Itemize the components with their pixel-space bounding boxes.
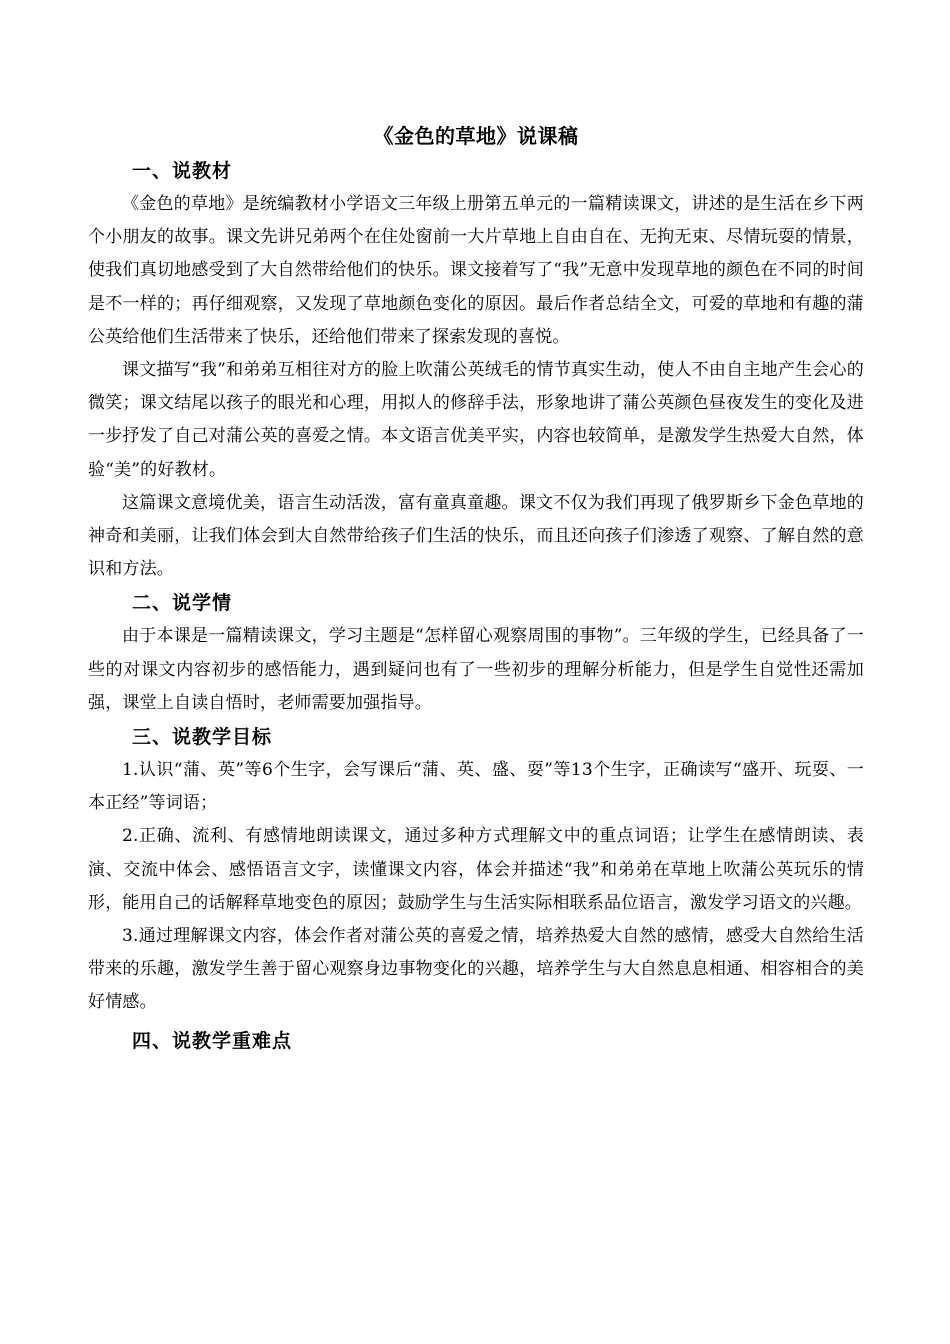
- paragraph: 这篇课文意境优美，语言生动活泼，富有童真童趣。课文不仅为我们再现了俄罗斯乡下金色草地的神奇和美丽，让我们体会到大自然带给孩子们生活的快乐，而且还向孩子们渗透了观察、了解自然的意识和方法。: [88, 492, 864, 580]
- paragraph: 《金色的草地》是统编教材小学语文三年级上册第五单元的一篇精读课文，讲述的是生活在乡下两个小朋友的故事。课文先讲兄弟两个在住处窗前一大片草地上自由自在、无拘无束、尽情玩耍的情景，使我们真切地感受到了大自然带给他们的快乐。课文接着写了“我”无意中发现草地的颜色在不同的时间是不一样的；再仔细观察，又发现了草地颜色变化的原因。最后作者总结全文，可爱的草地和有趣的蒲公英给他们生活带来了快乐，还给他们带来了探索发现的喜悦。: [88, 194, 864, 347]
- section-heading-teaching-material: 一、说教材: [132, 160, 233, 182]
- document-title: 《金色的草地》说课稿: [373, 124, 579, 148]
- paragraph: 1.认识“蒲、英”等6个生字，会写课后“蒲、英、盛、耍”等13个生字，正确读写“盛开、玩耍、一本正经”等词语；: [88, 760, 864, 814]
- section-heading-key-difficult-points: 四、说教学重难点: [132, 1029, 293, 1052]
- document-page: [88, 118, 864, 1058]
- paragraph: 由于本课是一篇精读课文，学习主题是“怎样留心观察周围的事物”。三年级的学生，已经具备了一些的对课文内容初步的感悟能力，遇到疑问也有了一些初步的理解分析能力，但是学生自觉性还需加强，课堂上自读自悟时，老师需要加强指导。: [88, 626, 864, 713]
- section-heading-teaching-goals: 三、说教学目标: [132, 726, 273, 749]
- paragraph: 3.通过理解课文内容，体会作者对蒲公英的喜爱之情，培养热爱大自然的感情，感受大自然给生活带来的乐趣，激发学生善于留心观察身边事物变化的兴趣，培养学生与大自然息息相通、相容相合的美好情感。: [88, 926, 864, 1013]
- section-heading-student-situation: 二、说学情: [132, 592, 233, 615]
- paragraph: 课文描写“我”和弟弟互相往对方的脸上吹蒲公英绒毛的情节真实生动，使人不由自主地产生会心的微笑；课文结尾以孩子的眼光和心理，用拟人的修辞手法，形象地讲了蒲公英颜色昼夜发生的变化及进一步抒发了自己对蒲公英的喜爱之情。本文语言优美平实，内容也较简单，是激发学生热爱大自然，体验“美”的好教材。: [88, 360, 864, 480]
- paragraph: 2.正确、流利、有感情地朗读课文，通过多种方式理解文中的重点词语；让学生在感情朗读、表演、交流中体会、感悟语言文字，读懂课文内容，体会并描述“我”和弟弟在草地上吹蒲公英玩乐的情形，能用自己的话解释草地变色的原因；鼓励学生与生活实际相联系品位语言，激发学习语文的兴趣。: [88, 826, 864, 913]
